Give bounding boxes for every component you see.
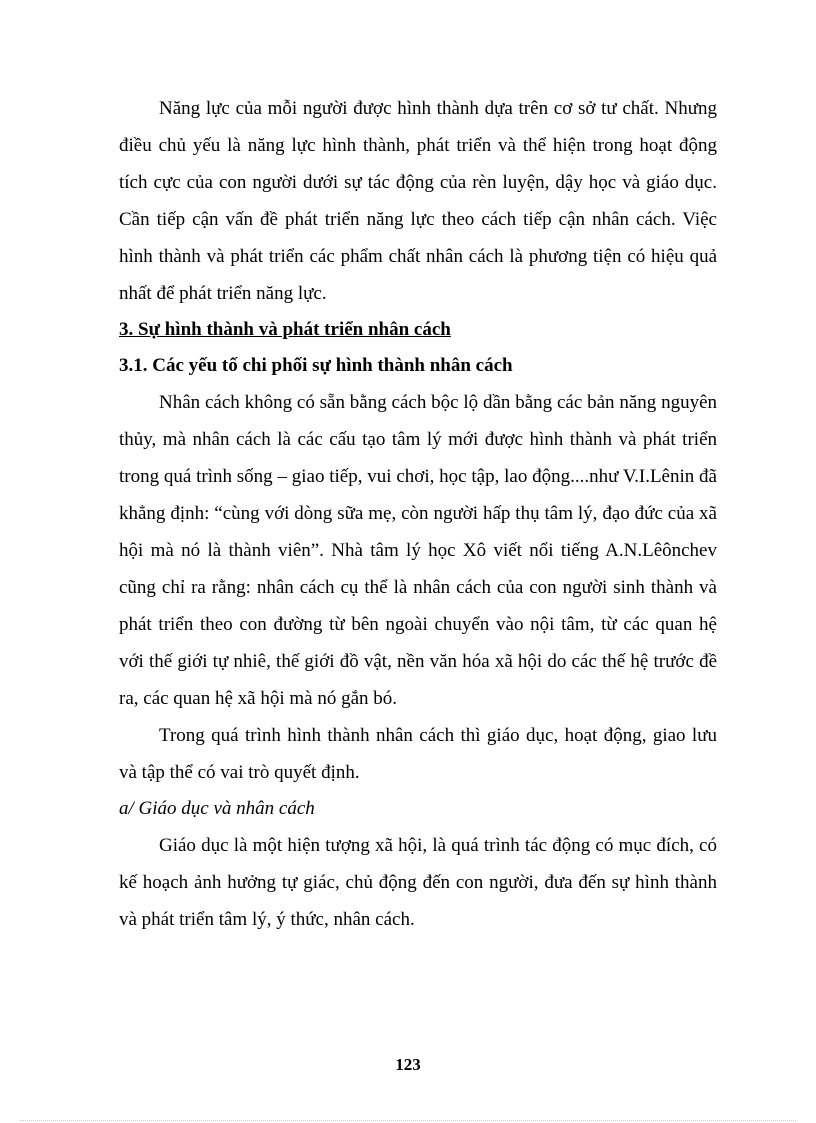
paragraph-nhan-cach: Nhân cách không có sẵn bằng cách bộc lộ dần bằng các bản năng nguyên thủy, mà nhân cách là các cấu tạo tâm lý mới được hình thành và phát triển trong quá trình sống – giao tiếp, vui chơi, học tập, lao động....như V.I.Lênin đã khẳng định: “cùng với dòng sữa mẹ, còn người hấp thụ tâm lý, đạo đức của xã hội mà nó là thành viên”. Nhà tâm lý học Xô viết nổi tiếng A.N.Lêônchev cũng chỉ ra rằng: nhân cách cụ thể là nhân cách của con người sinh thành và phát triển theo con đường từ bên ngoài chuyển vào nội tâm, từ các quan hệ với thế giới tự nhiê, thế giới đồ vật, nền văn hóa xã hội do các thế hệ trước đề ra, các quan hệ xã hội mà nó gắn bó. xyxy=(119,392,717,709)
bottom-divider xyxy=(20,1120,796,1121)
paragraph-nang-luc: Năng lực của mỗi người được hình thành dựa trên cơ sở tư chất. Nhưng điều chủ yếu là năng lực hình thành, phát triển và thể hiện trong hoạt động tích cực của con người dưới sự tác động của rèn luyện, dậy học và giáo dục. Cần tiếp cận vấn đề phát triển năng lực theo cách tiếp cận nhân cách. Việc hình thành và phát triển các phẩm chất nhân cách là phương tiện có hiệu quả nhất để phát triển năng lực. xyxy=(119,98,717,304)
page-number: 123 xyxy=(395,1055,421,1074)
section-heading-3: 3. Sự hình thành và phát triển nhân cách xyxy=(119,319,451,340)
subheading-giao-duc: a/ Giáo dục và nhân cách xyxy=(119,798,315,819)
paragraph-giao-duc: Giáo dục là một hiện tượng xã hội, là quá trình tác động có mục đích, có kế hoạch ảnh hưởng tự giác, chủ động đến con người, đưa đến sự hình thành và phát triển tâm lý, ý thức, nhân cách. xyxy=(119,835,717,930)
page-body xyxy=(119,90,717,938)
section-heading-3-1: 3.1. Các yếu tố chi phối sự hình thành nhân cách xyxy=(119,355,513,376)
paragraph-qua-trinh: Trong quá trình hình thành nhân cách thì giáo dục, hoạt động, giao lưu và tập thể có vai trò quyết định. xyxy=(119,725,717,783)
